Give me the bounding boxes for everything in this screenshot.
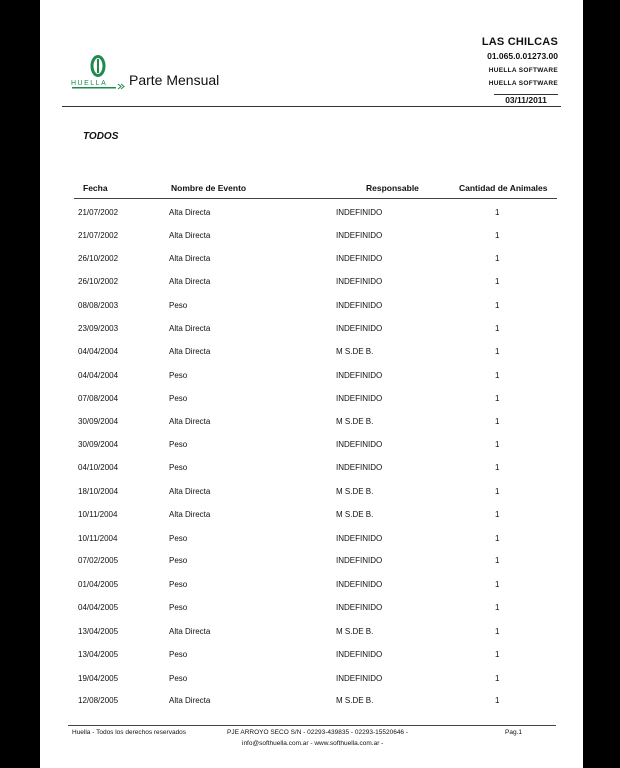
cell-fecha: 21/07/2002	[78, 208, 119, 217]
cell-fecha: 12/08/2005	[78, 696, 119, 705]
cell-responsable: M S.DE B.	[336, 347, 374, 356]
table-row	[40, 231, 583, 245]
header-divider	[62, 106, 561, 107]
table-row	[40, 674, 583, 688]
cell-cantidad: 1	[495, 301, 500, 310]
cell-evento: Peso	[169, 674, 188, 683]
cell-cantidad: 1	[495, 417, 500, 426]
cell-responsable: INDEFINIDO	[336, 394, 383, 403]
cell-cantidad: 1	[495, 487, 500, 496]
report-page	[40, 0, 583, 768]
table-row	[40, 277, 583, 291]
cell-responsable: INDEFINIDO	[336, 534, 383, 543]
cell-responsable: M S.DE B.	[336, 510, 374, 519]
cell-cantidad: 1	[495, 324, 500, 333]
cell-evento: Peso	[169, 371, 188, 380]
cell-fecha: 30/09/2004	[78, 417, 119, 426]
table-row	[40, 347, 583, 361]
footer-contact: info@softhuella.com.ar - www.softhuella.com.ar -	[242, 740, 384, 747]
cell-evento: Peso	[169, 534, 188, 543]
cell-responsable: M S.DE B.	[336, 627, 374, 636]
cell-cantidad: 1	[495, 534, 500, 543]
table-row	[40, 324, 583, 338]
cell-cantidad: 1	[495, 440, 500, 449]
cell-fecha: 04/04/2004	[78, 347, 119, 356]
cell-cantidad: 1	[495, 696, 500, 705]
table-row	[40, 696, 583, 710]
cell-fecha: 10/11/2004	[78, 510, 118, 519]
cell-responsable: M S.DE B.	[336, 487, 374, 496]
cell-fecha: 08/08/2003	[78, 301, 119, 310]
cell-evento: Alta Directa	[169, 254, 211, 263]
cell-evento: Peso	[169, 650, 188, 659]
cell-responsable: INDEFINIDO	[336, 674, 383, 683]
cell-responsable: INDEFINIDO	[336, 301, 383, 310]
table-row	[40, 534, 583, 548]
report-title: Parte Mensual	[129, 72, 220, 88]
cell-responsable: INDEFINIDO	[336, 556, 383, 565]
cell-responsable: INDEFINIDO	[336, 580, 383, 589]
cell-responsable: INDEFINIDO	[336, 208, 383, 217]
cell-cantidad: 1	[495, 674, 500, 683]
cell-evento: Alta Directa	[169, 417, 211, 426]
report-date: 03/11/2011	[494, 94, 558, 107]
table-header-divider	[74, 198, 557, 199]
table-row	[40, 603, 583, 617]
cell-responsable: INDEFINIDO	[336, 277, 383, 286]
cell-fecha: 04/10/2004	[78, 463, 119, 472]
cell-cantidad: 1	[495, 277, 500, 286]
cell-fecha: 04/04/2004	[78, 371, 119, 380]
cell-cantidad: 1	[495, 603, 500, 612]
cell-evento: Alta Directa	[169, 510, 211, 519]
cell-evento: Peso	[169, 556, 188, 565]
cell-cantidad: 1	[495, 580, 500, 589]
footer-divider	[68, 725, 556, 726]
table-row	[40, 301, 583, 315]
cell-evento: Alta Directa	[169, 277, 211, 286]
cell-cantidad: 1	[495, 208, 500, 217]
page-number: Pag.1	[505, 729, 522, 736]
cell-cantidad: 1	[495, 371, 500, 380]
column-header-fecha: Fecha	[83, 183, 108, 193]
cell-responsable: INDEFINIDO	[336, 231, 383, 240]
cell-evento: Peso	[169, 603, 188, 612]
cell-fecha: 13/04/2005	[78, 650, 119, 659]
table-row	[40, 440, 583, 454]
table-row	[40, 556, 583, 570]
cell-cantidad: 1	[495, 347, 500, 356]
cell-fecha: 21/07/2002	[78, 231, 119, 240]
cell-responsable: INDEFINIDO	[336, 603, 383, 612]
cell-fecha: 01/04/2005	[78, 580, 119, 589]
cell-fecha: 10/11/2004	[78, 534, 118, 543]
cell-fecha: 26/10/2002	[78, 277, 119, 286]
table-row	[40, 463, 583, 477]
cell-responsable: INDEFINIDO	[336, 254, 383, 263]
cell-cantidad: 1	[495, 556, 500, 565]
cell-cantidad: 1	[495, 231, 500, 240]
column-header-responsable: Responsable	[366, 183, 419, 193]
logo-wordmark: HUELLA	[71, 80, 108, 87]
company-name: LAS CHILCAS	[481, 36, 558, 48]
filter-label: TODOS	[83, 131, 119, 142]
cell-fecha: 19/04/2005	[78, 674, 119, 683]
software-label-2: HUELLA SOFTWARE	[488, 80, 558, 87]
cell-fecha: 30/09/2004	[78, 440, 119, 449]
cell-evento: Alta Directa	[169, 208, 211, 217]
cell-evento: Peso	[169, 394, 188, 403]
cell-cantidad: 1	[495, 254, 500, 263]
table-row	[40, 417, 583, 431]
cell-evento: Peso	[169, 463, 188, 472]
cell-fecha: 26/10/2002	[78, 254, 119, 263]
cell-evento: Peso	[169, 440, 188, 449]
cell-cantidad: 1	[495, 650, 500, 659]
cell-fecha: 18/10/2004	[78, 487, 119, 496]
software-label: HUELLA SOFTWARE	[488, 67, 558, 74]
cell-cantidad: 1	[495, 394, 500, 403]
cell-responsable: INDEFINIDO	[336, 650, 383, 659]
table-row	[40, 487, 583, 501]
cell-fecha: 23/09/2003	[78, 324, 119, 333]
cell-evento: Alta Directa	[169, 324, 211, 333]
table-row	[40, 371, 583, 385]
cell-responsable: INDEFINIDO	[336, 463, 383, 472]
column-header-evento: Nombre de Evento	[171, 183, 247, 193]
cell-fecha: 07/02/2005	[78, 556, 119, 565]
cell-responsable: INDEFINIDO	[336, 324, 383, 333]
footer-address: PJE ARROYO SECO S/N - 02293-439835 - 02293-15520646 -	[227, 729, 409, 736]
cell-evento: Peso	[169, 301, 188, 310]
table-row	[40, 254, 583, 268]
cell-responsable: M S.DE B.	[336, 417, 374, 426]
cell-cantidad: 1	[495, 463, 500, 472]
table-row	[40, 510, 583, 524]
cell-fecha: 13/04/2005	[78, 627, 119, 636]
cell-evento: Peso	[169, 580, 188, 589]
cell-fecha: 04/04/2005	[78, 603, 119, 612]
cell-evento: Alta Directa	[169, 347, 211, 356]
table-row	[40, 627, 583, 641]
cell-evento: Alta Directa	[169, 696, 211, 705]
cell-cantidad: 1	[495, 510, 500, 519]
table-row	[40, 650, 583, 664]
cell-fecha: 07/08/2004	[78, 394, 119, 403]
table-row	[40, 580, 583, 594]
cell-responsable: INDEFINIDO	[336, 371, 383, 380]
cell-evento: Alta Directa	[169, 231, 211, 240]
cell-responsable: INDEFINIDO	[336, 440, 383, 449]
cell-evento: Alta Directa	[169, 627, 211, 636]
establishment-code: 01.065.0.01273.00	[487, 51, 558, 61]
cell-responsable: M S.DE B.	[336, 696, 374, 705]
table-row	[40, 394, 583, 408]
table-row	[40, 208, 583, 222]
cell-cantidad: 1	[495, 627, 500, 636]
cell-evento: Alta Directa	[169, 487, 211, 496]
huella-logo	[70, 55, 128, 91]
column-header-cantidad: Cantidad de Animales	[459, 183, 548, 193]
footer-copyright: Huella - Todos los derechos reservados	[72, 729, 187, 736]
